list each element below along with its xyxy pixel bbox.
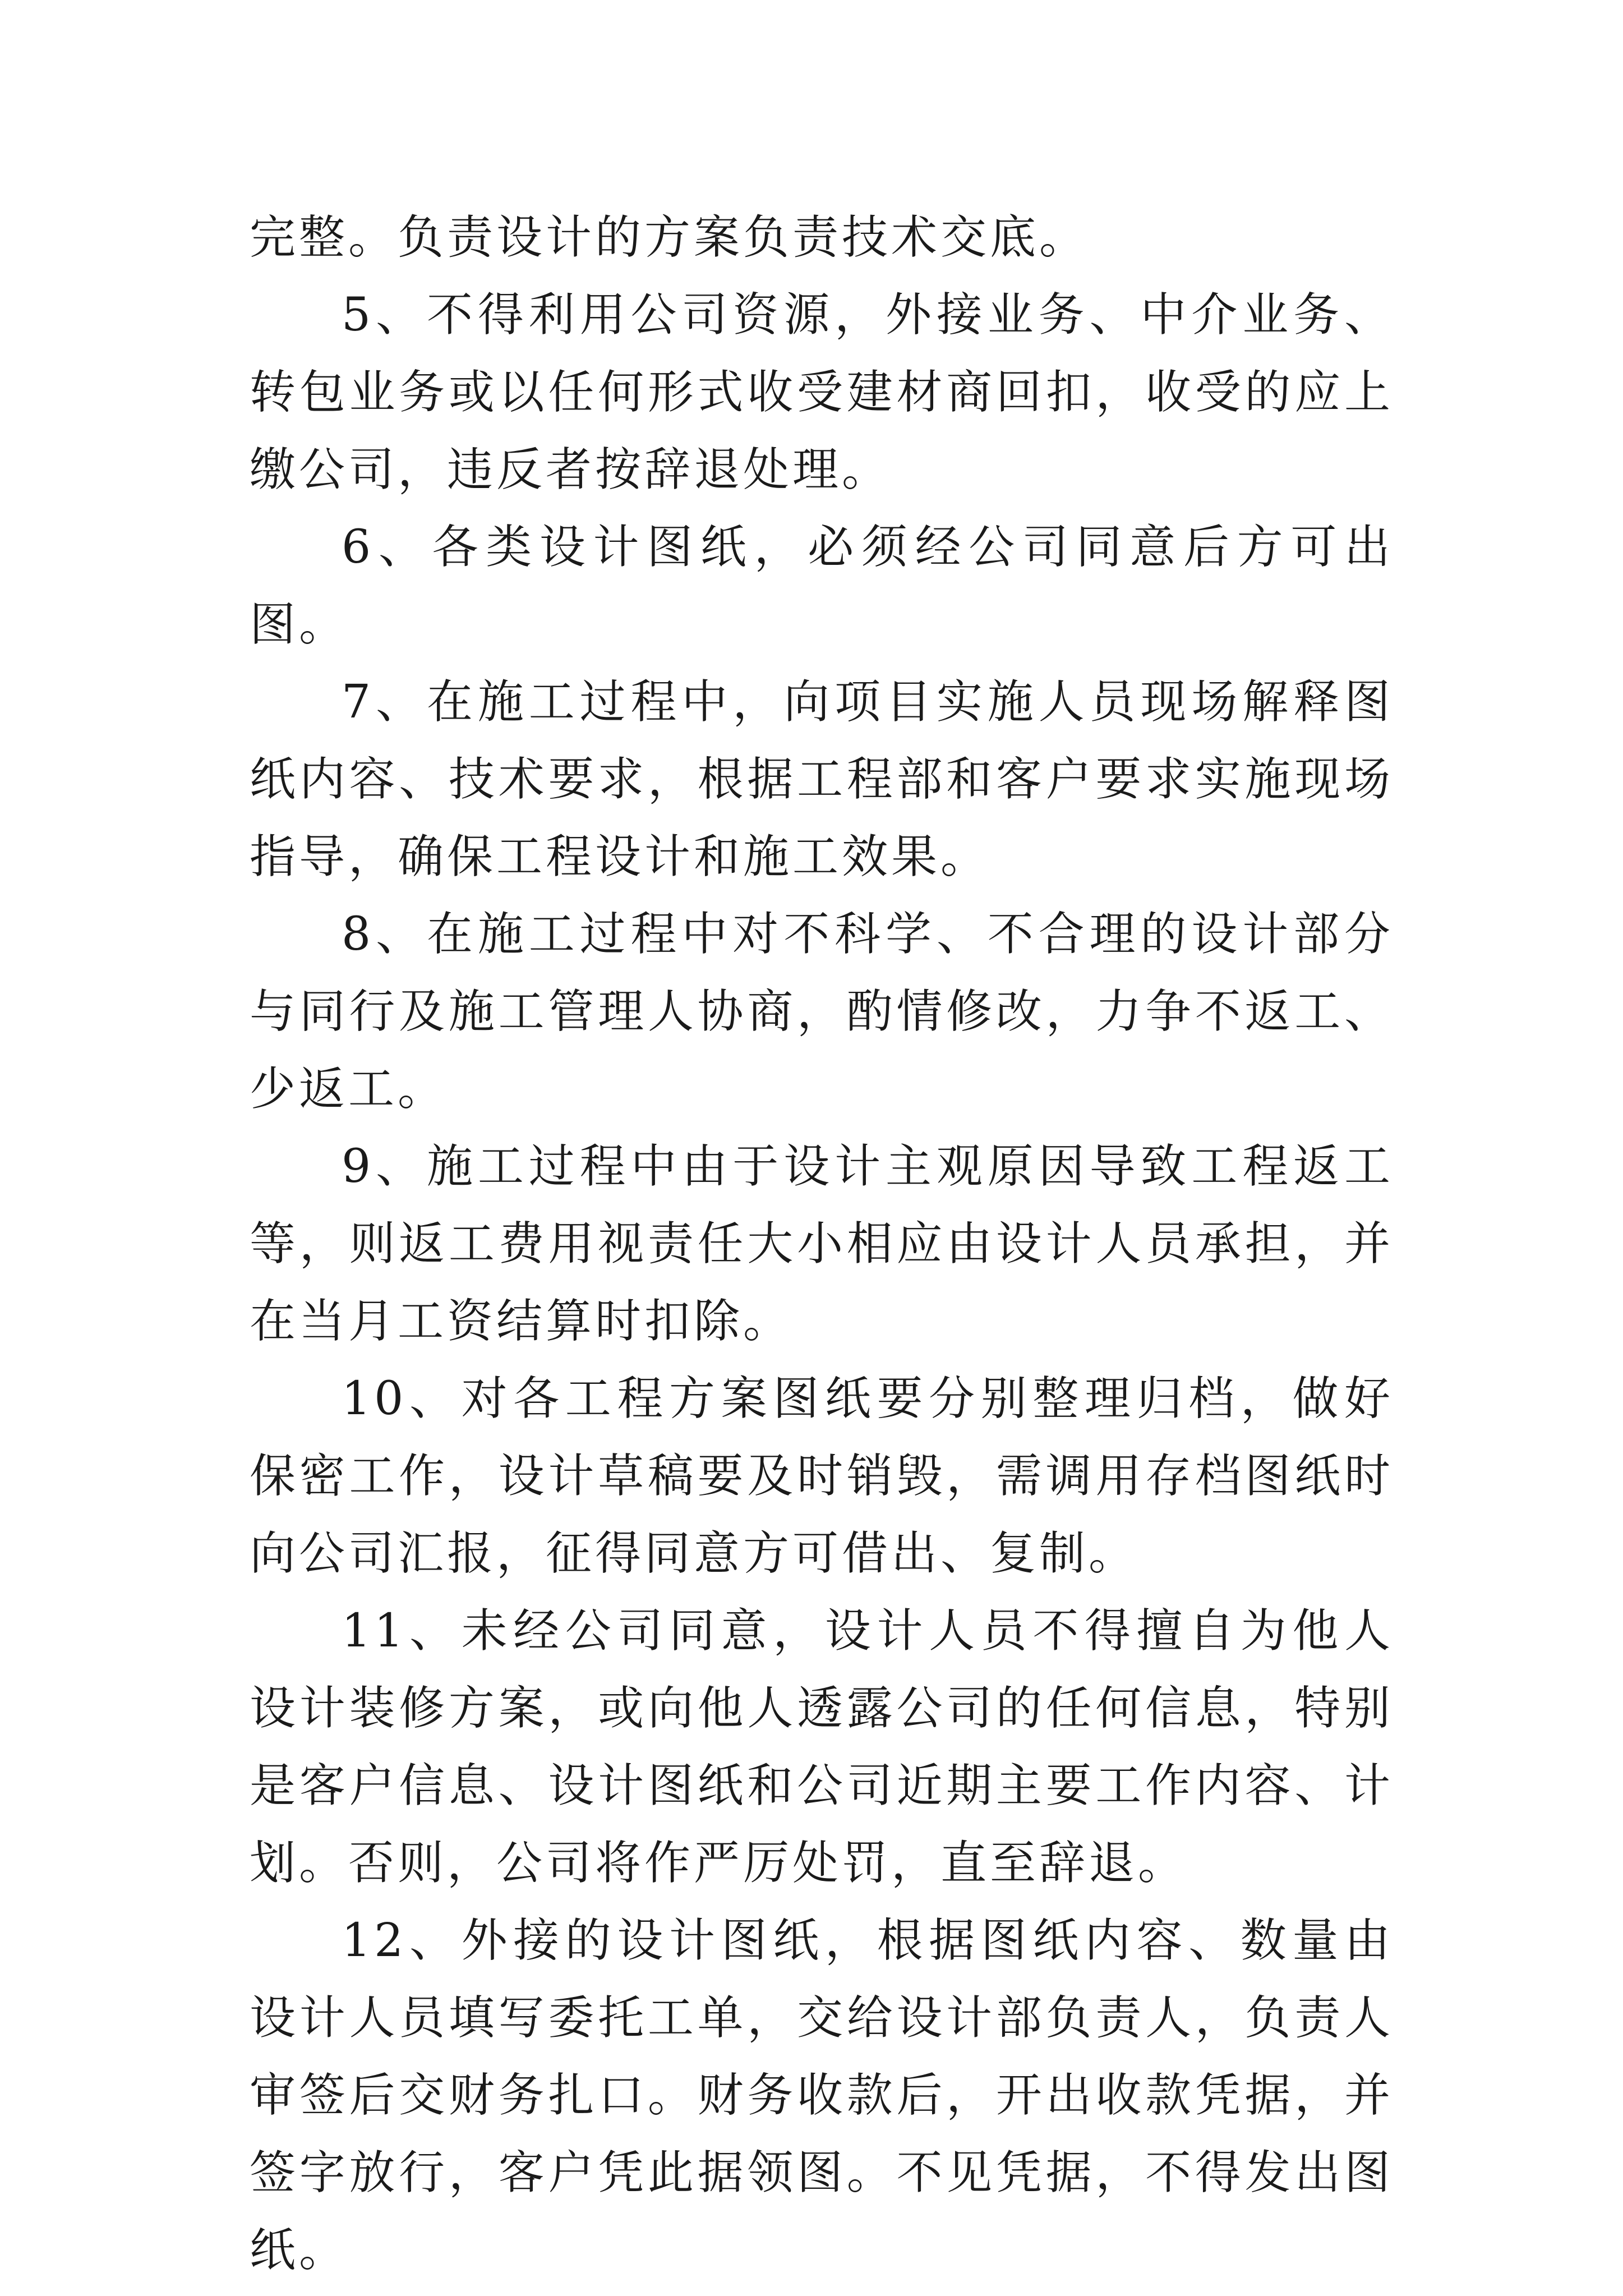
paragraph-item-12: 12、外接的设计图纸，根据图纸内容、数量由设计人员填写委托工单，交给设计部负责人，负责人审签后交财务扎口。财务收款后，开出收款凭据，并签字放行，客户凭此据领图。不见凭据，不得发出图纸。 xyxy=(250,1914,1394,2277)
paragraph-item-6: 6、各类设计图纸，必须经公司同意后方可出图。 xyxy=(250,521,1394,651)
paragraph-item-7: 7、在施工过程中，向项目实施人员现场解释图纸内容、技术要求，根据工程部和客户要求实施现场指导，确保工程设计和施工效果。 xyxy=(250,675,1394,884)
paragraph-item-10: 10、对各工程方案图纸要分别整理归档，做好保密工作，设计草稿要及时销毁，需调用存档图纸时向公司汇报，征得同意方可借出、复制。 xyxy=(250,1372,1394,1580)
paragraph-item-5: 5、不得利用公司资源，外接业务、中介业务、转包业务或以任何形式收受建材商回扣，收受的应上缴公司，违反者按辞退处理。 xyxy=(250,288,1394,496)
paragraph-item-11: 11、未经公司同意，设计人员不得擅自为他人设计装修方案，或向他人透露公司的任何信息，特别是客户信息、设计图纸和公司近期主要工作内容、计划。否则，公司将作严厉处罚，直至辞退。 xyxy=(250,1604,1394,1890)
document-body xyxy=(250,199,1394,2289)
paragraph-item-8: 8、在施工过程中对不科学、不合理的设计部分与同行及施工管理人协商，酌情修改，力争不返工、少返工。 xyxy=(250,908,1394,1116)
paragraph-item-9: 9、施工过程中由于设计主观原因导致工程返工等，则返工费用视责任大小相应由设计人员承担，并在当月工资结算时扣除。 xyxy=(250,1140,1394,1348)
paragraph-continuation: 完整。负责设计的方案负责技术交底。 xyxy=(250,211,1089,264)
